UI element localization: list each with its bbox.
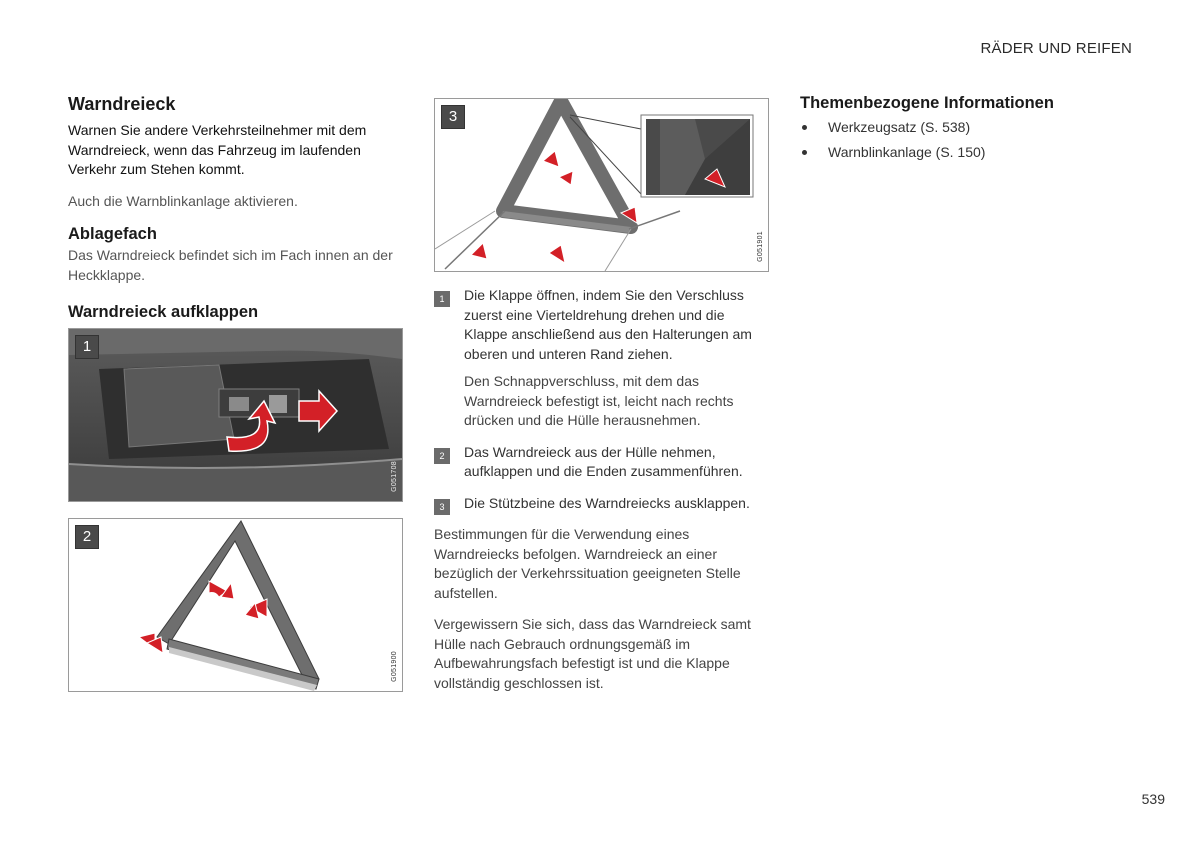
figure-number-badge: 2 bbox=[75, 525, 99, 549]
figure-number-badge: 3 bbox=[441, 105, 465, 129]
triangle-legs-illustration bbox=[435, 99, 768, 271]
related-link-werkzeugsatz[interactable]: Werkzeugsatz (S. 538) bbox=[800, 115, 1120, 140]
related-heading: Themenbezogene Informationen bbox=[800, 94, 1054, 112]
intro-text: Warnen Sie andere Verkehrsteilnehmer mit dem Warndreieck, wenn das Fahrzeug im laufenden Verkehr zum Stehen kommt. bbox=[68, 122, 367, 177]
figure-code: G051708 bbox=[391, 461, 398, 492]
step-2 bbox=[434, 443, 768, 482]
ablagefach-text: Das Warndreieck befindet sich im Fach innen an der Heckklappe. bbox=[68, 247, 393, 283]
step-number: 2 bbox=[434, 448, 450, 464]
figure-3-legs-illustration bbox=[434, 98, 769, 272]
step-1 bbox=[434, 286, 768, 431]
figure-code: G051900 bbox=[391, 651, 398, 682]
compartment-illustration bbox=[69, 329, 402, 501]
step-text: Die Klappe öffnen, indem Sie den Verschluss zuerst eine Vierteldrehung drehen und die Klappe anschließend aus den Halterungen am oberen und unteren Rand ziehen. bbox=[464, 287, 752, 362]
step-text: Die Stützbeine des Warndreiecks ausklappen. bbox=[464, 494, 750, 511]
step-3 bbox=[434, 494, 768, 514]
triangle-unfold-illustration bbox=[69, 519, 402, 691]
figure-code: G051901 bbox=[757, 231, 764, 262]
usage-paragraph: Bestimmungen für die Verwendung eines Warndreiecks befolgen. Warndreieck an einer bezüglich der Verkehrssituation geeigneten Stelle aufstellen. bbox=[434, 526, 741, 601]
step-number: 3 bbox=[434, 499, 450, 515]
figure-1-compartment-photo bbox=[68, 328, 403, 502]
step-text: Das Warndreieck aus der Hülle nehmen, aufklappen und die Enden zusammenführen. bbox=[464, 443, 743, 479]
related-list bbox=[800, 115, 1120, 165]
column-left bbox=[68, 94, 403, 692]
figure-2-unfold-triangle bbox=[68, 518, 403, 692]
note-text: Auch die Warnblinkanlage aktivieren. bbox=[68, 192, 298, 209]
section-title: Warndreieck bbox=[68, 94, 176, 114]
step-number: 1 bbox=[434, 291, 450, 307]
column-right bbox=[800, 94, 1120, 165]
step-subtext: Den Schnappverschluss, mit dem das Warndreieck befestigt ist, leicht nach rechts drücken und die Hülle herausnehmen. bbox=[464, 373, 734, 428]
column-middle bbox=[434, 98, 768, 693]
steps-list bbox=[434, 286, 768, 513]
page-header-section: RÄDER UND REIFEN bbox=[980, 40, 1132, 57]
figure-number-badge: 1 bbox=[75, 335, 99, 359]
aufklappen-heading: Warndreieck aufklappen bbox=[68, 303, 259, 321]
ablagefach-heading: Ablagefach bbox=[68, 225, 157, 243]
storage-paragraph: Vergewissern Sie sich, dass das Warndreieck samt Hülle nach Gebrauch ordnungsgemäß im Aufbewahrungsfach befestigt ist und die Klappe vollständig geschlossen ist. bbox=[434, 616, 751, 691]
page-number: 539 bbox=[1141, 791, 1165, 807]
related-link-warnblinkanlage[interactable]: Warnblinkanlage (S. 150) bbox=[800, 140, 1120, 165]
